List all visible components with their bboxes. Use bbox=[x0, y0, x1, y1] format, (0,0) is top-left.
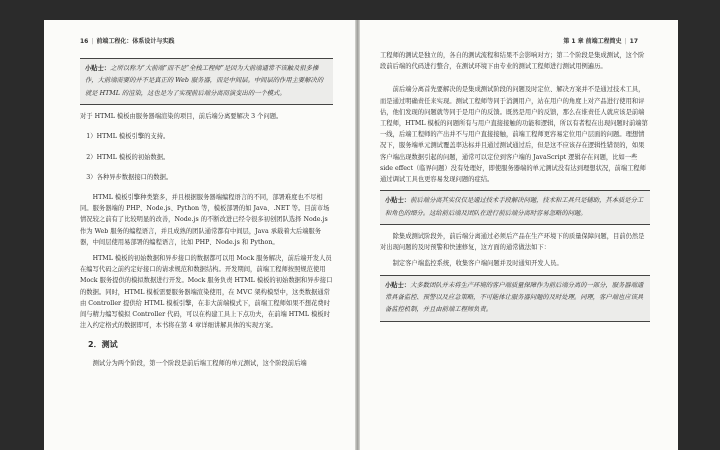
book-title: 前端工程化：体系设计与实践 bbox=[96, 38, 175, 45]
page-number: 16 bbox=[80, 38, 89, 45]
body-paragraph: 制定客户端监控系统，收集客户端问题并及时通知开发人员。 bbox=[392, 260, 563, 268]
list-item: 2）HTML 模板的初始数据。 bbox=[86, 153, 170, 161]
left-page-header bbox=[80, 36, 174, 45]
list-item: 3）各种异步数据接口的数据。 bbox=[86, 173, 173, 181]
right-page-content bbox=[380, 50, 650, 328]
tip-label: 小贴士： bbox=[385, 197, 411, 205]
header-separator: | bbox=[624, 38, 627, 45]
body-paragraph: 测试分为两个阶段，第一个阶段是前后端工程师的单元测试，这个阶段前后端 bbox=[92, 359, 307, 367]
right-page-header bbox=[563, 36, 638, 45]
chapter-label: 第 1 章 bbox=[563, 38, 584, 45]
body-paragraph: HTML 模板引擎种类繁多，并且根据服务器端编程语言的不同，部署难度也不尽相同。服务器端的 PHP、Node.js、Python 等，模板部署的如 Java、.NET 等。目前市场情况较之前有了比较明显的改善，Node.js 的不断改进已经令很多初创团队选择 Node.js 作为 Web 服务的编程语言，并且成熟的团队通常都有中间层，Java 承载着大后端服务器，中间层使用易部署的编程语言，比如 PHP、Node.js 和 Python。 bbox=[80, 194, 330, 246]
book-spread bbox=[44, 20, 678, 450]
section-heading: 2．测试 bbox=[88, 340, 118, 350]
tip-box bbox=[380, 190, 650, 225]
tip-label: 小贴士： bbox=[385, 281, 411, 289]
tip-box bbox=[380, 275, 650, 322]
left-page-content bbox=[80, 54, 333, 374]
tip-text: 前后端分离其实仅仅是通过技术手段解决问题，技术和工具只是辅助，其本质是分工和角色的细分。这给前后端及团队在进行前后端分离时容易忽略的问题。 bbox=[385, 197, 644, 217]
body-paragraph: 前后端分离首先要解决的是集成测试阶段的问题及时定位、解决方案并不是通过技术工具，而是通过明确责任来实现。测试工程师等同于消测用户，站在用户的角度上对产品进行使用和评估，他们发现的问题就等同于是用户的反馈。既然是用户的反馈，那么在谁责任人就应该是前端工程师，HTML 模板的问题所有与用户直接接触的功能和逻辑，所以有者程在出现问题时前端第一线，后端工程师的产出并不与用户直接接触，前端工程师更容易定位用户层面的问题。理想情况下，服务端单元测试覆盖率达标并且通过测试通过后，但是这不应该存在逻辑性错误的，如果客户端出现数据引起的问题，通常可以定位到客户端的 JavaScript 逻辑存在问题，比如一些 side effect（临界问题）没有处理好，即使服务器端的单元测试没有达到理想状况，前端工程师通过调试工具也更容易发现问题的症结。 bbox=[380, 86, 648, 184]
continued-paragraph: 工程师的测试是独立的，各自的测试流程和结果不会影响对方；第二个阶段是集成测试，这个阶段前后端的代码进行整合，在测试环境下由专业的测试工程师进行测试用例遍历。 bbox=[380, 52, 645, 71]
tip-label: 小贴士： bbox=[85, 65, 111, 72]
body-paragraph: 除集成测试阶段外，前后端分离通过必须后产品在生产环境下的质量保障问题，目前仍然是对出现问题的及时预警和快速修复，这方面的通常做法如下： bbox=[380, 233, 645, 252]
tip-text: 之所以称为“大前端”而不是“全栈工程师”是因为大前端通常不该触及很多操作，大前端需要的并不是真正的 Web 服务器，而是中间层。中间层的作用主要解决的就是 HTML 的渲染，这也是为了实现前后端分离而演变出的一个模式。 bbox=[85, 65, 324, 97]
intro-paragraph: 对于 HTML 模板由服务器端渲染的项目，前后端分离要解决 3 个问题。 bbox=[80, 113, 283, 121]
header-separator: | bbox=[91, 38, 94, 45]
left-page bbox=[44, 20, 355, 450]
right-page bbox=[360, 20, 678, 450]
body-paragraph: HTML 模板的初始数据和异步接口的数据都可以用 Mock 服务解决，前后端开发人员在编写代码之前约定好接口的请求规范和数据结构。开发期间，前端工程师按照规范使用 Mock 服务提供的模拟数据进行开发。Mock 服务负责 HTML 模板的初始数据和异步接口的数据。同时，HTML 模板需要服务器端渲染使用，在 MVC 架构模型中，这类数据通常由 Controller 提供给 HTML 模板引擎，在非大前端模式下，前端工程师如果不想花费时间与精力编写模拟 Controller 代码，可以在构建工具上下点功夫，在前端 HTML 模板时注入约定格式的数据即可，本书将在第 4 章详细讲解具体的实现方案。 bbox=[80, 255, 333, 330]
chapter-title: 前端工程简史 bbox=[585, 38, 622, 45]
tip-text: 大多数团队并未将生产环境的客户端质量保障作为前后端分离的一部分，服务器端通常具备监控、预警以及应急策略，不可能体让服务器问题的及时处理。同理，客户端也应该具备监控机制，并且由前端工程师负责。 bbox=[385, 281, 644, 314]
list-item: 1）HTML 模板引擎的支持。 bbox=[86, 133, 170, 141]
tip-box bbox=[80, 58, 333, 105]
page-number: 17 bbox=[629, 38, 638, 45]
